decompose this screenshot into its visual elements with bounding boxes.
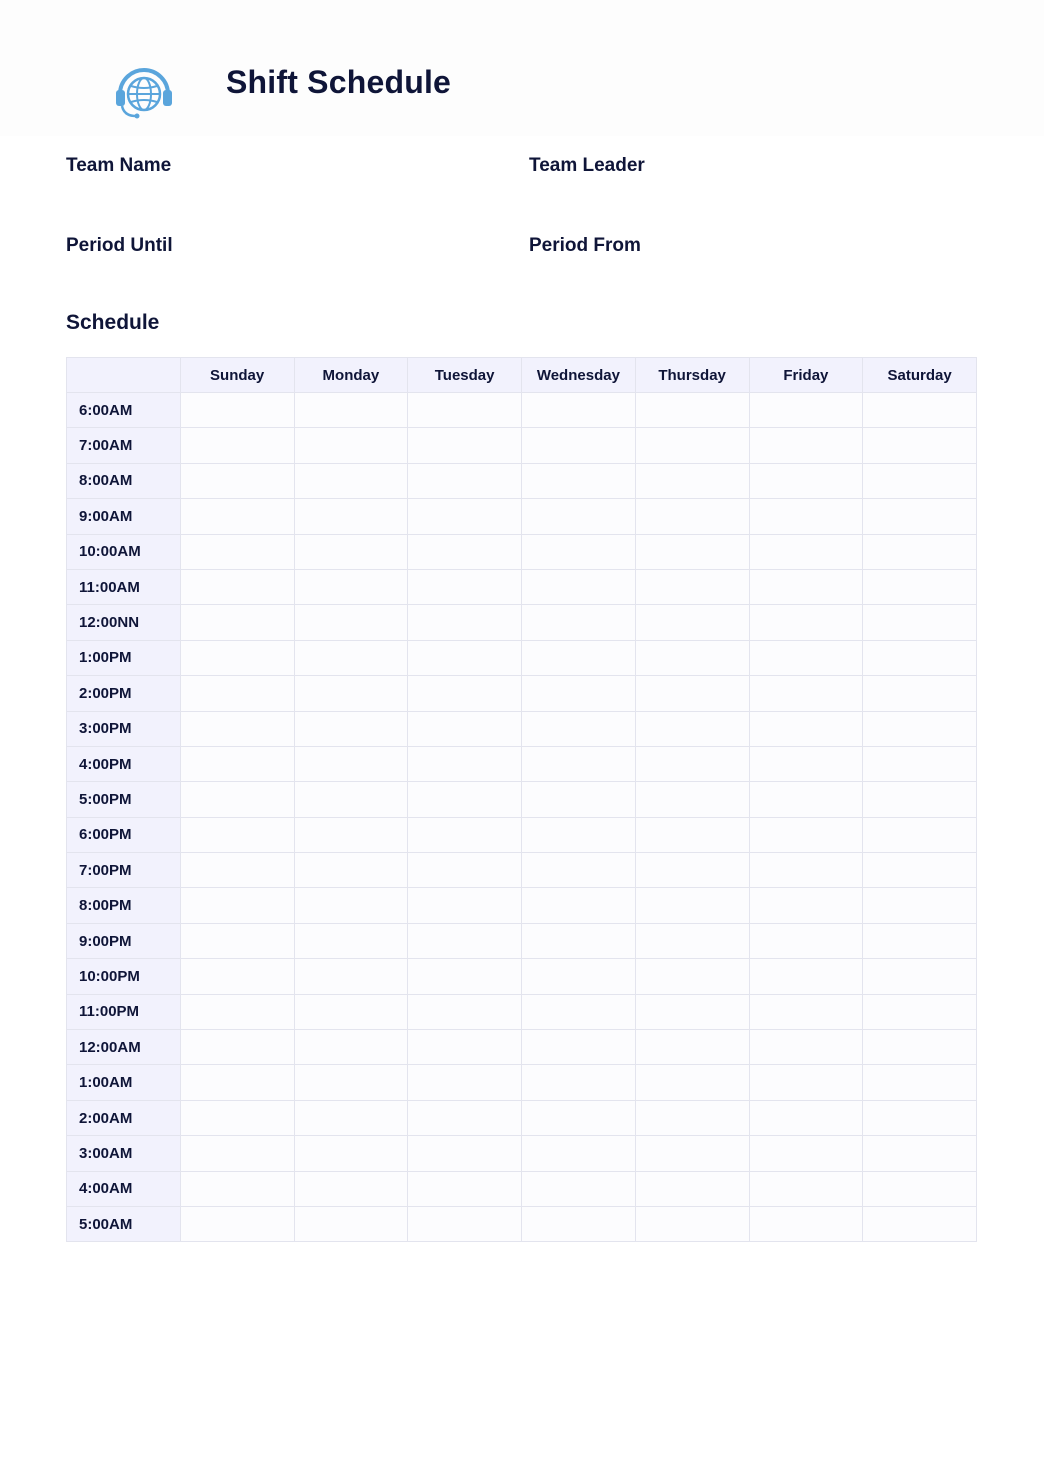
schedule-cell[interactable] bbox=[180, 605, 294, 640]
schedule-cell[interactable] bbox=[635, 1065, 749, 1100]
time-slot-label: 11:00PM bbox=[67, 994, 181, 1029]
day-header-tuesday: Tuesday bbox=[408, 358, 522, 393]
schedule-table bbox=[66, 357, 977, 1242]
schedule-cell[interactable] bbox=[294, 888, 408, 923]
schedule-cell[interactable] bbox=[635, 746, 749, 781]
schedule-cell[interactable] bbox=[522, 1171, 636, 1206]
schedule-cell[interactable] bbox=[635, 640, 749, 675]
team-name-label: Team Name bbox=[66, 155, 172, 176]
schedule-cell[interactable] bbox=[522, 1136, 636, 1171]
time-slot-label: 12:00NN bbox=[67, 605, 181, 640]
schedule-cell[interactable] bbox=[294, 959, 408, 994]
schedule-cell[interactable] bbox=[294, 1030, 408, 1065]
schedule-cell[interactable] bbox=[863, 1206, 977, 1241]
time-slot-label: 8:00AM bbox=[67, 463, 181, 498]
schedule-cell[interactable] bbox=[294, 1136, 408, 1171]
table-row bbox=[67, 393, 977, 428]
table-row bbox=[67, 817, 977, 852]
schedule-cell[interactable] bbox=[180, 853, 294, 888]
schedule-cell[interactable] bbox=[408, 640, 522, 675]
schedule-cell[interactable] bbox=[635, 499, 749, 534]
schedule-cell[interactable] bbox=[294, 428, 408, 463]
table-row bbox=[67, 923, 977, 958]
schedule-cell[interactable] bbox=[863, 994, 977, 1029]
schedule-cell[interactable] bbox=[408, 923, 522, 958]
schedule-cell[interactable] bbox=[522, 569, 636, 604]
time-slot-label: 7:00PM bbox=[67, 853, 181, 888]
schedule-cell[interactable] bbox=[635, 1171, 749, 1206]
table-row bbox=[67, 499, 977, 534]
schedule-cell[interactable] bbox=[749, 428, 863, 463]
schedule-cell[interactable] bbox=[522, 463, 636, 498]
schedule-cell[interactable] bbox=[522, 676, 636, 711]
schedule-cell[interactable] bbox=[294, 463, 408, 498]
schedule-cell[interactable] bbox=[635, 923, 749, 958]
time-slot-label: 2:00PM bbox=[67, 676, 181, 711]
table-row bbox=[67, 711, 977, 746]
schedule-cell[interactable] bbox=[522, 817, 636, 852]
schedule-cell[interactable] bbox=[180, 888, 294, 923]
schedule-cell[interactable] bbox=[522, 1065, 636, 1100]
schedule-cell[interactable] bbox=[749, 1065, 863, 1100]
time-slot-label: 3:00AM bbox=[67, 1136, 181, 1171]
schedule-cell[interactable] bbox=[180, 1136, 294, 1171]
table-row bbox=[67, 569, 977, 604]
schedule-header-row bbox=[67, 358, 977, 393]
schedule-cell[interactable] bbox=[408, 605, 522, 640]
schedule-cell[interactable] bbox=[408, 428, 522, 463]
time-slot-label: 10:00AM bbox=[67, 534, 181, 569]
schedule-cell[interactable] bbox=[294, 1100, 408, 1135]
schedule-cell[interactable] bbox=[749, 1171, 863, 1206]
table-row bbox=[67, 746, 977, 781]
time-slot-label: 9:00PM bbox=[67, 923, 181, 958]
table-row bbox=[67, 605, 977, 640]
schedule-cell[interactable] bbox=[863, 923, 977, 958]
schedule-cell[interactable] bbox=[749, 746, 863, 781]
schedule-cell[interactable] bbox=[749, 959, 863, 994]
time-slot-label: 3:00PM bbox=[67, 711, 181, 746]
schedule-cell[interactable] bbox=[180, 676, 294, 711]
schedule-cell[interactable] bbox=[863, 534, 977, 569]
schedule-cell[interactable] bbox=[863, 746, 977, 781]
schedule-cell[interactable] bbox=[408, 1171, 522, 1206]
schedule-cell[interactable] bbox=[522, 853, 636, 888]
schedule-cell[interactable] bbox=[863, 959, 977, 994]
schedule-cell[interactable] bbox=[408, 1065, 522, 1100]
schedule-cell[interactable] bbox=[522, 1030, 636, 1065]
schedule-cell[interactable] bbox=[294, 1171, 408, 1206]
schedule-cell[interactable] bbox=[635, 463, 749, 498]
schedule-cell[interactable] bbox=[294, 676, 408, 711]
schedule-cell[interactable] bbox=[294, 569, 408, 604]
time-slot-label: 12:00AM bbox=[67, 1030, 181, 1065]
schedule-cell[interactable] bbox=[749, 393, 863, 428]
time-slot-label: 6:00PM bbox=[67, 817, 181, 852]
time-slot-label: 4:00PM bbox=[67, 746, 181, 781]
time-slot-label: 7:00AM bbox=[67, 428, 181, 463]
schedule-cell[interactable] bbox=[408, 1030, 522, 1065]
schedule-cell[interactable] bbox=[863, 428, 977, 463]
schedule-cell[interactable] bbox=[180, 711, 294, 746]
schedule-cell[interactable] bbox=[635, 1030, 749, 1065]
table-row bbox=[67, 994, 977, 1029]
schedule-cell[interactable] bbox=[180, 746, 294, 781]
schedule-cell[interactable] bbox=[635, 605, 749, 640]
schedule-cell[interactable] bbox=[863, 676, 977, 711]
schedule-cell[interactable] bbox=[635, 1136, 749, 1171]
schedule-cell[interactable] bbox=[408, 746, 522, 781]
schedule-cell[interactable] bbox=[522, 393, 636, 428]
schedule-cell[interactable] bbox=[294, 782, 408, 817]
schedule-cell[interactable] bbox=[749, 853, 863, 888]
schedule-cell[interactable] bbox=[408, 1206, 522, 1241]
schedule-cell[interactable] bbox=[749, 923, 863, 958]
schedule-cell[interactable] bbox=[635, 1206, 749, 1241]
schedule-cell[interactable] bbox=[180, 817, 294, 852]
schedule-cell[interactable] bbox=[180, 1171, 294, 1206]
schedule-cell[interactable] bbox=[294, 853, 408, 888]
table-row bbox=[67, 676, 977, 711]
schedule-cell[interactable] bbox=[522, 534, 636, 569]
schedule-cell[interactable] bbox=[180, 428, 294, 463]
schedule-cell[interactable] bbox=[294, 923, 408, 958]
team-leader-label: Team Leader bbox=[529, 155, 645, 176]
schedule-cell[interactable] bbox=[294, 499, 408, 534]
schedule-cell[interactable] bbox=[635, 782, 749, 817]
schedule-cell[interactable] bbox=[863, 1136, 977, 1171]
schedule-cell[interactable] bbox=[180, 994, 294, 1029]
schedule-cell[interactable] bbox=[294, 994, 408, 1029]
schedule-cell[interactable] bbox=[635, 959, 749, 994]
schedule-cell[interactable] bbox=[863, 640, 977, 675]
table-row bbox=[67, 428, 977, 463]
schedule-cell[interactable] bbox=[408, 676, 522, 711]
time-slot-label: 4:00AM bbox=[67, 1171, 181, 1206]
schedule-cell[interactable] bbox=[294, 746, 408, 781]
schedule-cell[interactable] bbox=[408, 569, 522, 604]
day-header-sunday: Sunday bbox=[180, 358, 294, 393]
schedule-cell[interactable] bbox=[180, 1065, 294, 1100]
schedule-cell[interactable] bbox=[180, 1100, 294, 1135]
schedule-cell[interactable] bbox=[408, 463, 522, 498]
day-header-saturday: Saturday bbox=[863, 358, 977, 393]
schedule-cell[interactable] bbox=[522, 711, 636, 746]
schedule-cell[interactable] bbox=[522, 428, 636, 463]
table-row bbox=[67, 1171, 977, 1206]
schedule-cell[interactable] bbox=[294, 1065, 408, 1100]
headset-globe-icon bbox=[108, 60, 180, 124]
time-slot-label: 6:00AM bbox=[67, 393, 181, 428]
schedule-cell[interactable] bbox=[863, 605, 977, 640]
table-row bbox=[67, 1136, 977, 1171]
schedule-cell[interactable] bbox=[408, 711, 522, 746]
schedule-cell[interactable] bbox=[408, 1136, 522, 1171]
table-row bbox=[67, 1030, 977, 1065]
schedule-cell[interactable] bbox=[635, 994, 749, 1029]
schedule-cell[interactable] bbox=[522, 888, 636, 923]
period-until-label: Period Until bbox=[66, 235, 173, 256]
schedule-cell[interactable] bbox=[408, 959, 522, 994]
table-row bbox=[67, 534, 977, 569]
schedule-cell[interactable] bbox=[863, 1065, 977, 1100]
schedule-cell[interactable] bbox=[863, 393, 977, 428]
schedule-cell[interactable] bbox=[408, 817, 522, 852]
schedule-cell[interactable] bbox=[294, 711, 408, 746]
schedule-cell[interactable] bbox=[863, 1171, 977, 1206]
schedule-cell[interactable] bbox=[863, 1030, 977, 1065]
schedule-cell[interactable] bbox=[635, 888, 749, 923]
table-row bbox=[67, 1206, 977, 1241]
schedule-cell[interactable] bbox=[180, 1206, 294, 1241]
schedule-cell[interactable] bbox=[749, 534, 863, 569]
schedule-cell[interactable] bbox=[180, 534, 294, 569]
schedule-cell[interactable] bbox=[408, 994, 522, 1029]
schedule-cell[interactable] bbox=[863, 711, 977, 746]
corner-header-cell bbox=[67, 358, 181, 393]
schedule-cell[interactable] bbox=[180, 959, 294, 994]
schedule-cell[interactable] bbox=[635, 853, 749, 888]
schedule-cell[interactable] bbox=[749, 817, 863, 852]
schedule-cell[interactable] bbox=[522, 499, 636, 534]
schedule-cell[interactable] bbox=[294, 817, 408, 852]
schedule-cell[interactable] bbox=[180, 923, 294, 958]
schedule-cell[interactable] bbox=[522, 782, 636, 817]
schedule-cell[interactable] bbox=[522, 746, 636, 781]
schedule-cell[interactable] bbox=[180, 463, 294, 498]
schedule-cell[interactable] bbox=[522, 1100, 636, 1135]
schedule-cell[interactable] bbox=[294, 605, 408, 640]
day-header-thursday: Thursday bbox=[635, 358, 749, 393]
schedule-cell[interactable] bbox=[635, 569, 749, 604]
schedule-cell[interactable] bbox=[294, 393, 408, 428]
schedule-cell[interactable] bbox=[749, 1100, 863, 1135]
schedule-cell[interactable] bbox=[635, 817, 749, 852]
schedule-cell[interactable] bbox=[749, 994, 863, 1029]
schedule-cell[interactable] bbox=[180, 569, 294, 604]
schedule-cell[interactable] bbox=[294, 640, 408, 675]
schedule-cell[interactable] bbox=[863, 569, 977, 604]
table-row bbox=[67, 782, 977, 817]
schedule-cell[interactable] bbox=[749, 1206, 863, 1241]
time-slot-label: 5:00AM bbox=[67, 1206, 181, 1241]
time-slot-label: 11:00AM bbox=[67, 569, 181, 604]
schedule-cell[interactable] bbox=[635, 1100, 749, 1135]
time-slot-label: 1:00AM bbox=[67, 1065, 181, 1100]
table-row bbox=[67, 1065, 977, 1100]
schedule-cell[interactable] bbox=[749, 888, 863, 923]
day-header-monday: Monday bbox=[294, 358, 408, 393]
schedule-cell[interactable] bbox=[749, 782, 863, 817]
table-row bbox=[67, 888, 977, 923]
table-row bbox=[67, 1100, 977, 1135]
page-title: Shift Schedule bbox=[226, 64, 452, 100]
time-slot-label: 5:00PM bbox=[67, 782, 181, 817]
schedule-cell[interactable] bbox=[522, 923, 636, 958]
schedule-cell[interactable] bbox=[749, 640, 863, 675]
day-header-wednesday: Wednesday bbox=[522, 358, 636, 393]
schedule-cell[interactable] bbox=[749, 463, 863, 498]
schedule-cell[interactable] bbox=[863, 463, 977, 498]
schedule-cell[interactable] bbox=[522, 1206, 636, 1241]
schedule-cell[interactable] bbox=[635, 711, 749, 746]
schedule-cell[interactable] bbox=[294, 534, 408, 569]
schedule-cell[interactable] bbox=[522, 994, 636, 1029]
schedule-cell[interactable] bbox=[180, 499, 294, 534]
schedule-cell[interactable] bbox=[408, 534, 522, 569]
schedule-cell[interactable] bbox=[408, 782, 522, 817]
table-row bbox=[67, 640, 977, 675]
schedule-cell[interactable] bbox=[180, 1030, 294, 1065]
time-slot-label: 1:00PM bbox=[67, 640, 181, 675]
schedule-cell[interactable] bbox=[749, 711, 863, 746]
schedule-cell[interactable] bbox=[522, 605, 636, 640]
schedule-cell[interactable] bbox=[749, 569, 863, 604]
schedule-cell[interactable] bbox=[635, 393, 749, 428]
time-slot-label: 9:00AM bbox=[67, 499, 181, 534]
schedule-section-title: Schedule bbox=[66, 311, 160, 334]
schedule-cell[interactable] bbox=[863, 782, 977, 817]
schedule-cell[interactable] bbox=[863, 853, 977, 888]
schedule-cell[interactable] bbox=[863, 817, 977, 852]
schedule-cell[interactable] bbox=[180, 640, 294, 675]
schedule-cell[interactable] bbox=[635, 534, 749, 569]
schedule-cell[interactable] bbox=[863, 499, 977, 534]
schedule-cell[interactable] bbox=[635, 428, 749, 463]
schedule-cell[interactable] bbox=[635, 676, 749, 711]
schedule-cell[interactable] bbox=[522, 959, 636, 994]
schedule-cell[interactable] bbox=[522, 640, 636, 675]
table-row bbox=[67, 463, 977, 498]
time-slot-label: 8:00PM bbox=[67, 888, 181, 923]
schedule-cell[interactable] bbox=[408, 853, 522, 888]
time-slot-label: 10:00PM bbox=[67, 959, 181, 994]
schedule-cell[interactable] bbox=[749, 1136, 863, 1171]
schedule-cell[interactable] bbox=[180, 393, 294, 428]
schedule-cell[interactable] bbox=[408, 393, 522, 428]
page-header bbox=[0, 0, 1044, 136]
schedule-cell[interactable] bbox=[749, 676, 863, 711]
table-row bbox=[67, 853, 977, 888]
schedule-body bbox=[67, 393, 977, 1242]
period-from-label: Period From bbox=[529, 235, 641, 256]
schedule-cell[interactable] bbox=[749, 1030, 863, 1065]
schedule-cell[interactable] bbox=[180, 782, 294, 817]
schedule-cell[interactable] bbox=[749, 499, 863, 534]
table-row bbox=[67, 959, 977, 994]
schedule-cell[interactable] bbox=[749, 605, 863, 640]
day-header-friday: Friday bbox=[749, 358, 863, 393]
schedule-cell[interactable] bbox=[863, 1100, 977, 1135]
schedule-cell[interactable] bbox=[408, 1100, 522, 1135]
schedule-cell[interactable] bbox=[408, 499, 522, 534]
schedule-cell[interactable] bbox=[294, 1206, 408, 1241]
time-slot-label: 2:00AM bbox=[67, 1100, 181, 1135]
schedule-cell[interactable] bbox=[863, 888, 977, 923]
schedule-cell[interactable] bbox=[408, 888, 522, 923]
